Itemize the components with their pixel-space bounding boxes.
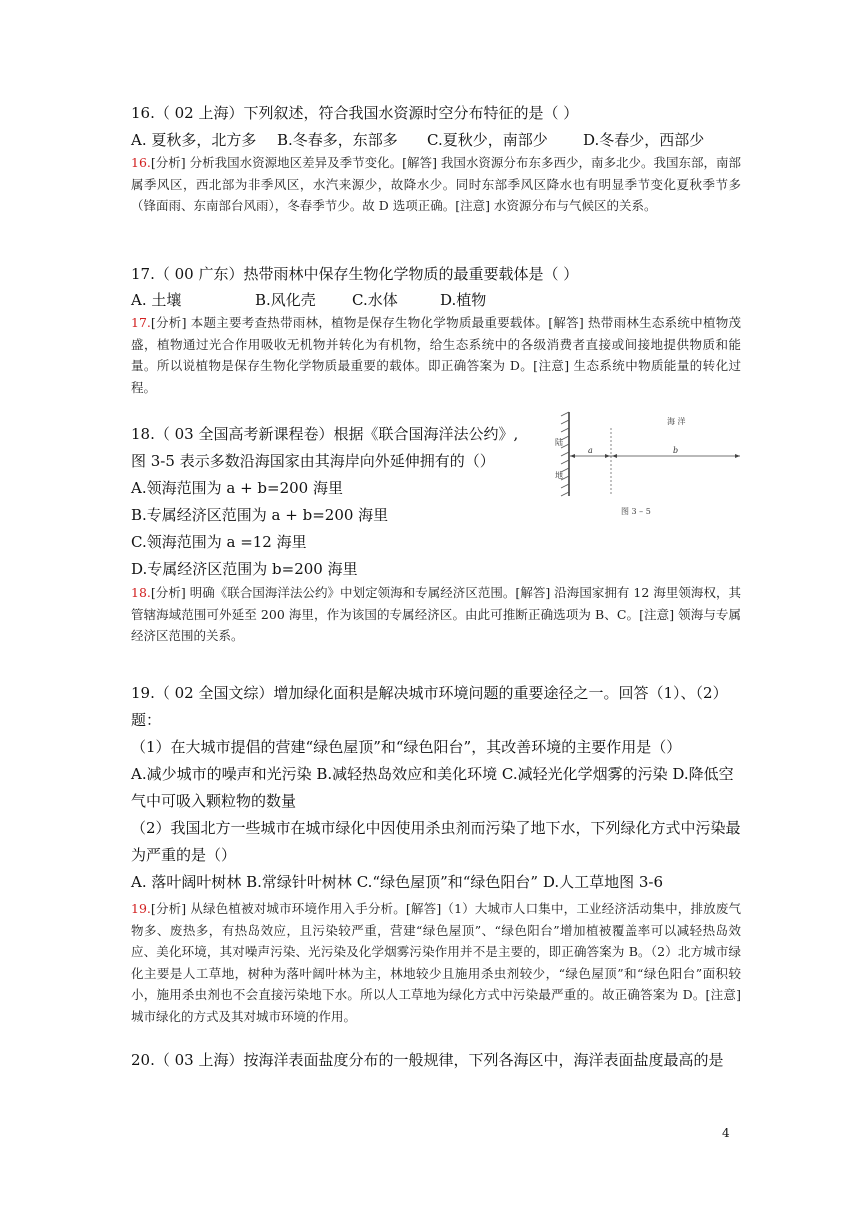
- question-18-answer: [131, 582, 741, 647]
- b-label: b: [673, 446, 679, 455]
- question-17-options: [131, 288, 486, 312]
- q16-answer-number: 16.: [131, 155, 151, 170]
- question-17-stem: 17.（ 00 广东）热带雨林中保存生物化学物质的最重要载体是（ ）: [131, 265, 579, 283]
- land-label-bottom: 地: [555, 471, 563, 480]
- question-17-answer: [131, 312, 741, 398]
- q18-option-b: B.专属经济区范围为 a + b=200 海里: [131, 506, 389, 524]
- q16-option-a: A. 夏秋多，北方多: [131, 131, 257, 149]
- q19-answer-text: [分析] 从绿色植被对城市环境作用入手分析。[解答]（1）大城市人口集中，工业经济活动集中，排放废气物多、废热多，有热岛效应，且污染较严重，营建“绿色屋顶”、“绿色阳台”增加植被覆盖率可以减轻热岛效应、美化环境，其对噪声污染、光污染及化学烟雾污染作用并不是主要的，即正确答案为 B。（2）北方城市绿化主要是人工草地，树种为落叶阔叶林为主，林地较少且施用杀虫剂较少，“绿色屋顶”和“绿色阳台”面积较小，施用杀虫剂也不会直接污染地下水。所以人工草地为绿化方式中污染最严重的。故正确答案为 D。[注意] 城市绿化的方式及其对城市环境的作用。: [131, 901, 741, 1024]
- question-16-answer: [131, 152, 741, 217]
- q17-option-c: C.水体: [352, 291, 398, 309]
- q17-option-a: A. 土壤: [131, 291, 182, 309]
- sea-label: 海 洋: [667, 417, 686, 426]
- q16-option-c: C.夏秋少，南部少: [427, 131, 548, 149]
- land-label-top: 陆: [555, 438, 563, 447]
- q17-option-d: D.植物: [440, 291, 487, 309]
- question-19-sub2-options: A. 落叶阔叶树林 B.常绿针叶树林 C.“绿色屋顶”和“绿色阳台” D.人工草地图 3-6: [131, 873, 664, 891]
- q18-answer-text: [分析] 明确《联合国海洋法公约》中划定领海和专属经济区范围。[解答] 沿海国家拥有 12 海里领海权，其管辖海域范围可外延至 200 海里，作为该国的专属经济区。由此可推断正确选项为 B、C。[注意] 领海与专属经济区范围的关系。: [131, 585, 741, 643]
- question-19-stem: 19.（ 02 全国文综）增加绿化面积是解决城市环境问题的重要途径之一。回答（1）、（2）题：: [131, 684, 728, 729]
- figure-3-5: [555, 410, 741, 520]
- q17-answer-text: [分析] 本题主要考查热带雨林，植物是保存生物化学物质最重要载体。[解答] 热带雨林生态系统中植物茂盛，植物通过光合作用吸收无机物并转化为有机物，给生态系统中的各级消费者直接或间接地提供物质和能量。所以说植物是保存生物化学物质最重要的载体。即正确答案为 D。[注意] 生态系统中物质能量的转化过程。: [131, 315, 741, 395]
- a-label: a: [588, 446, 593, 455]
- question-19-sub2: （2）我国北方一些城市在城市绿化中因使用杀虫剂而污染了地下水，下列绿化方式中污染最为严重的是（）: [131, 819, 741, 864]
- question-16-options: [131, 128, 704, 152]
- question-19-sub1-options: A.减少城市的噪声和光污染 B.减轻热岛效应和美化环境 C.减轻光化学烟雾的污染 D.降低空气中可吸入颗粒物的数量: [131, 765, 734, 810]
- q18-option-a: A.领海范围为 a + b=200 海里: [131, 479, 343, 497]
- q16-answer-text: [分析] 分析我国水资源地区差异及季节变化。[解答] 我国水资源分布东多西少，南多北少。我国东部，南部属季风区，西北部为非季风区，水汽来源少，故降水少。同时东部季风区降水也有明显季节变化夏秋季节多（锋面雨、东南部台风雨），冬春季节少。故 D 选项正确。[注意] 水资源分布与气候区的关系。: [131, 155, 741, 213]
- question-18-stem-line2: 图 3-5 表示多数沿海国家由其海岸向外延伸拥有的（）: [131, 452, 495, 470]
- q18-option-c: C.领海范围为 a =12 海里: [131, 533, 307, 551]
- q16-option-d: D.冬春少，西部少: [583, 131, 705, 149]
- question-16-stem: 16.（ 02 上海）下列叙述，符合我国水资源时空分布特征的是（ ）: [131, 104, 579, 122]
- figure-caption: 图 3 – 5: [621, 507, 651, 516]
- q17-option-b: B.风化壳: [255, 291, 316, 309]
- coastline-hatching: [561, 412, 569, 496]
- page-number: 4: [722, 1126, 730, 1140]
- question-18-stem-line1: 18.（ 03 全国高考新课程卷）根据《联合国海洋法公约》,: [131, 425, 519, 443]
- q19-answer-number: 19.: [131, 901, 151, 916]
- question-19-answer: [131, 898, 741, 1027]
- question-20-stem: 20.（ 03 上海）按海洋表面盐度分布的一般规律，下列各海区中，海洋表面盐度最高的是: [131, 1051, 724, 1069]
- q18-answer-number: 18.: [131, 585, 151, 600]
- q18-option-d: D.专属经济区范围为 b=200 海里: [131, 560, 358, 578]
- question-19-sub1: （1）在大城市提倡的营建“绿色屋顶”和“绿色阳台”，其改善环境的主要作用是（）: [131, 738, 682, 756]
- q16-option-b: B.冬春多，东部多: [277, 131, 398, 149]
- q17-answer-number: 17.: [131, 315, 151, 330]
